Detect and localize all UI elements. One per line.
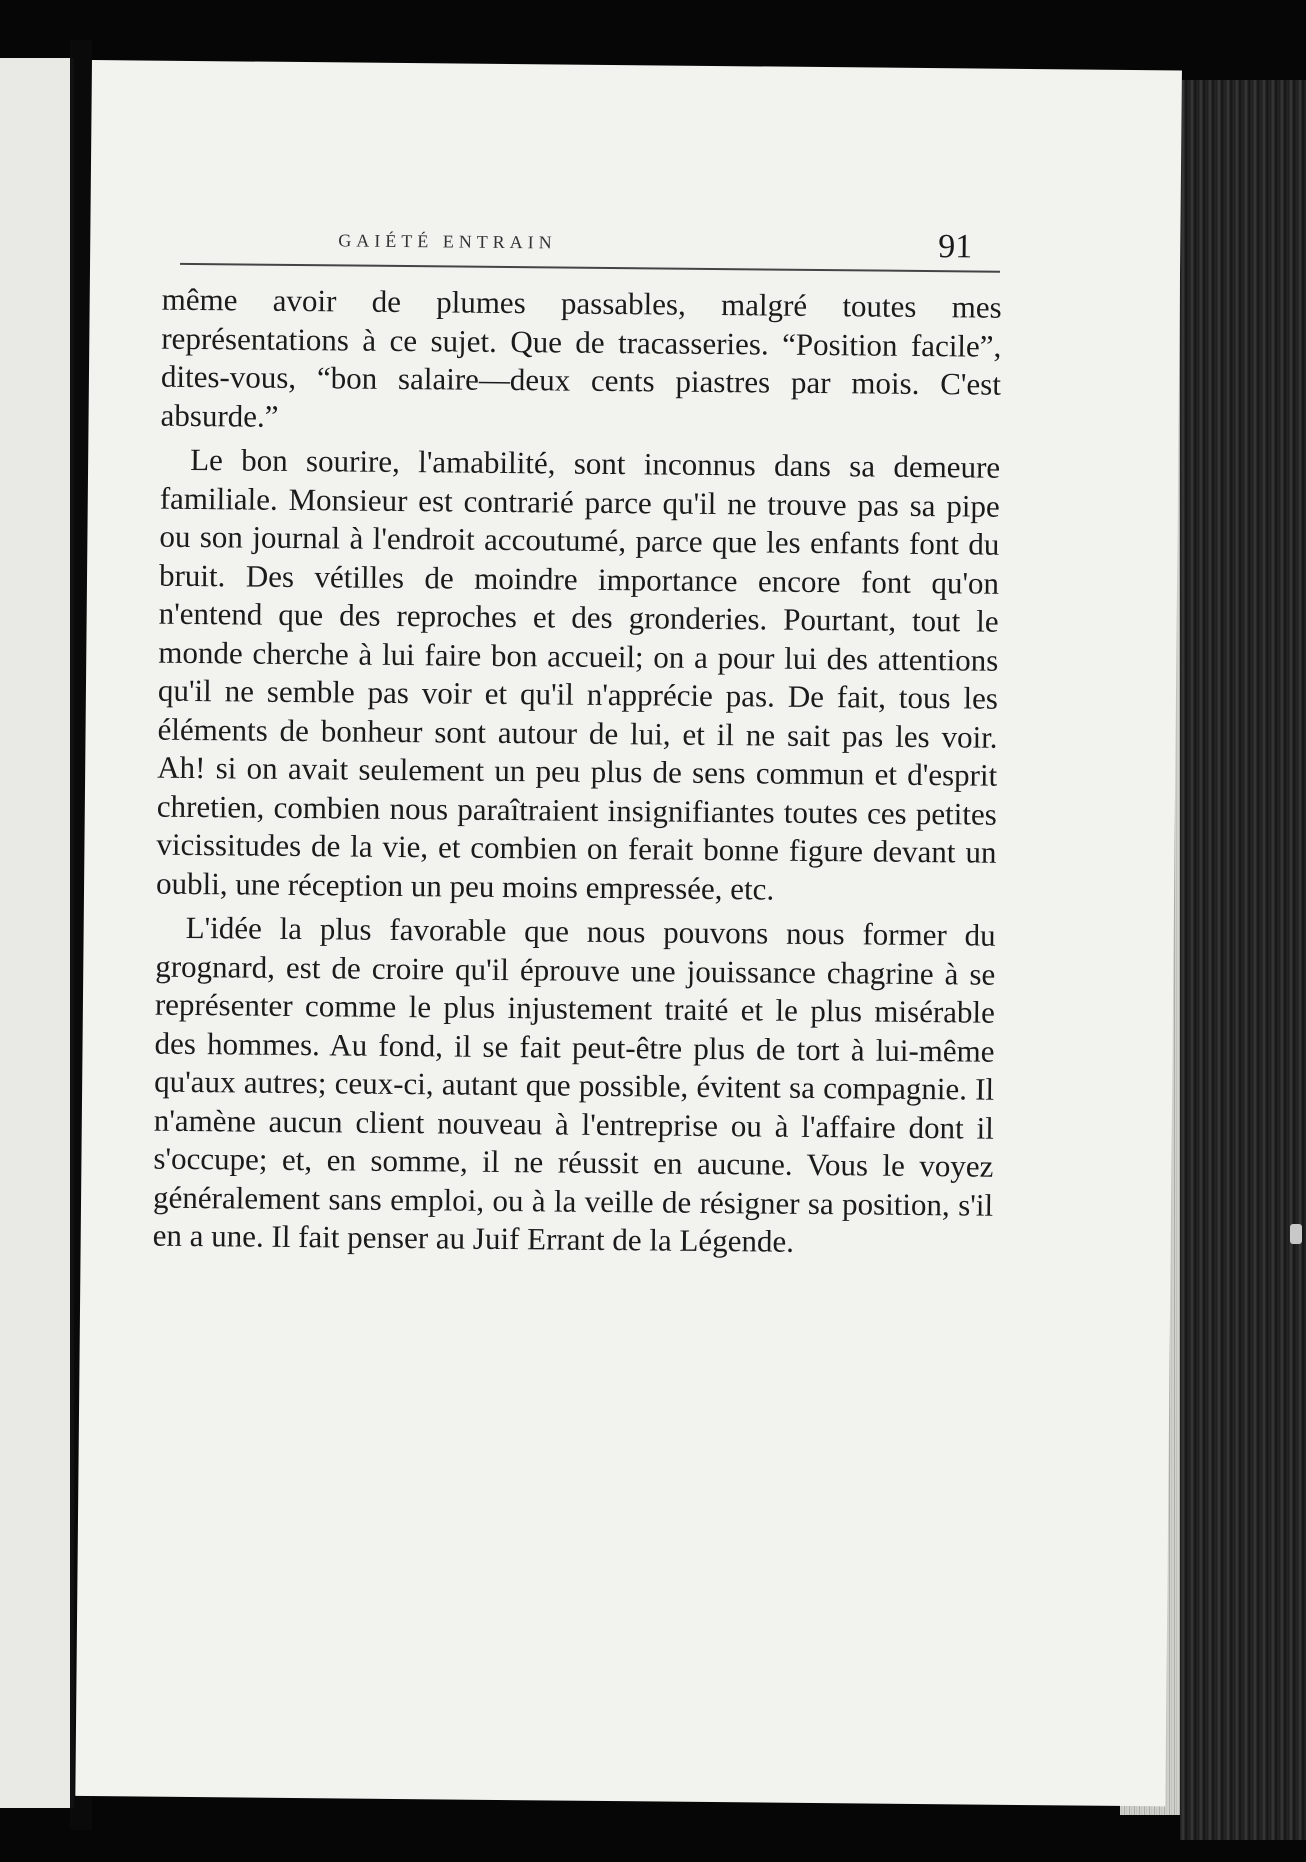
- paragraph: Le bon sourire, l'amabilité, sont inconnus dans sa demeure familiale. Monsieur est contrarié parce qu'il ne trouve pas sa pipe ou son journal à l'endroit accoutumé, parce que les enfants font du bruit. Des vétilles de moindre importance encore font qu'on n'entend que des reproches et des gronderies. Pourtant, tout le monde cherche à lui faire bon accueil; on a pour lui des attentions qu'il ne semble pas voir et qu'il n'apprécie pas. De fait, tous les éléments de bonheur sont autour de lui, et il ne sait pas les voir. Ah! si on avait seulement un peu plus de sens commun et d'esprit chretien, combien nous paraîtraient insignifiantes toutes ces petites vicissitudes de la vie, et combien on ferait bonne figure devant un oubli, une réception un peu moins empressée, etc.: [155, 441, 1001, 907]
- book-page: [75, 60, 1182, 1806]
- paragraph-continuation: même avoir de plumes passables, malgré toutes mes représentations à ce sujet. Que de tracasseries. “Position facile”, dites-vous, “bon salaire—deux cents piastres par mois. C'est absurde.”: [160, 281, 1002, 434]
- header-rule: [180, 263, 1000, 273]
- scan-artifact: [1290, 1224, 1302, 1244]
- book-binding: [1180, 80, 1306, 1840]
- facing-page-edge: [0, 58, 74, 1808]
- paragraph: L'idée la plus favorable que nous pouvons nous former du grognard, est de croire qu'il éprouve une jouissance chagrine à se représenter comme le plus injustement traité et le plus misérable des hommes. Au fond, il se fait peut-être plus de tort à lui-même qu'aux autres; ceux-ci, autant que possible, évitent sa compagnie. Il n'amène aucun client nouveau à l'entreprise ou à l'affaire dont il s'occupe; et, en somme, il ne réussit en aucune. Vous le voyez généralement sans emploi, ou à la veille de résigner sa position, s'il en a une. Il fait penser au Juif Errant de la Légende.: [152, 909, 996, 1259]
- body-text: [153, 281, 1002, 1264]
- running-head: GAIÉTÉ ENTRAIN: [338, 230, 557, 253]
- page-number: 91: [938, 228, 973, 266]
